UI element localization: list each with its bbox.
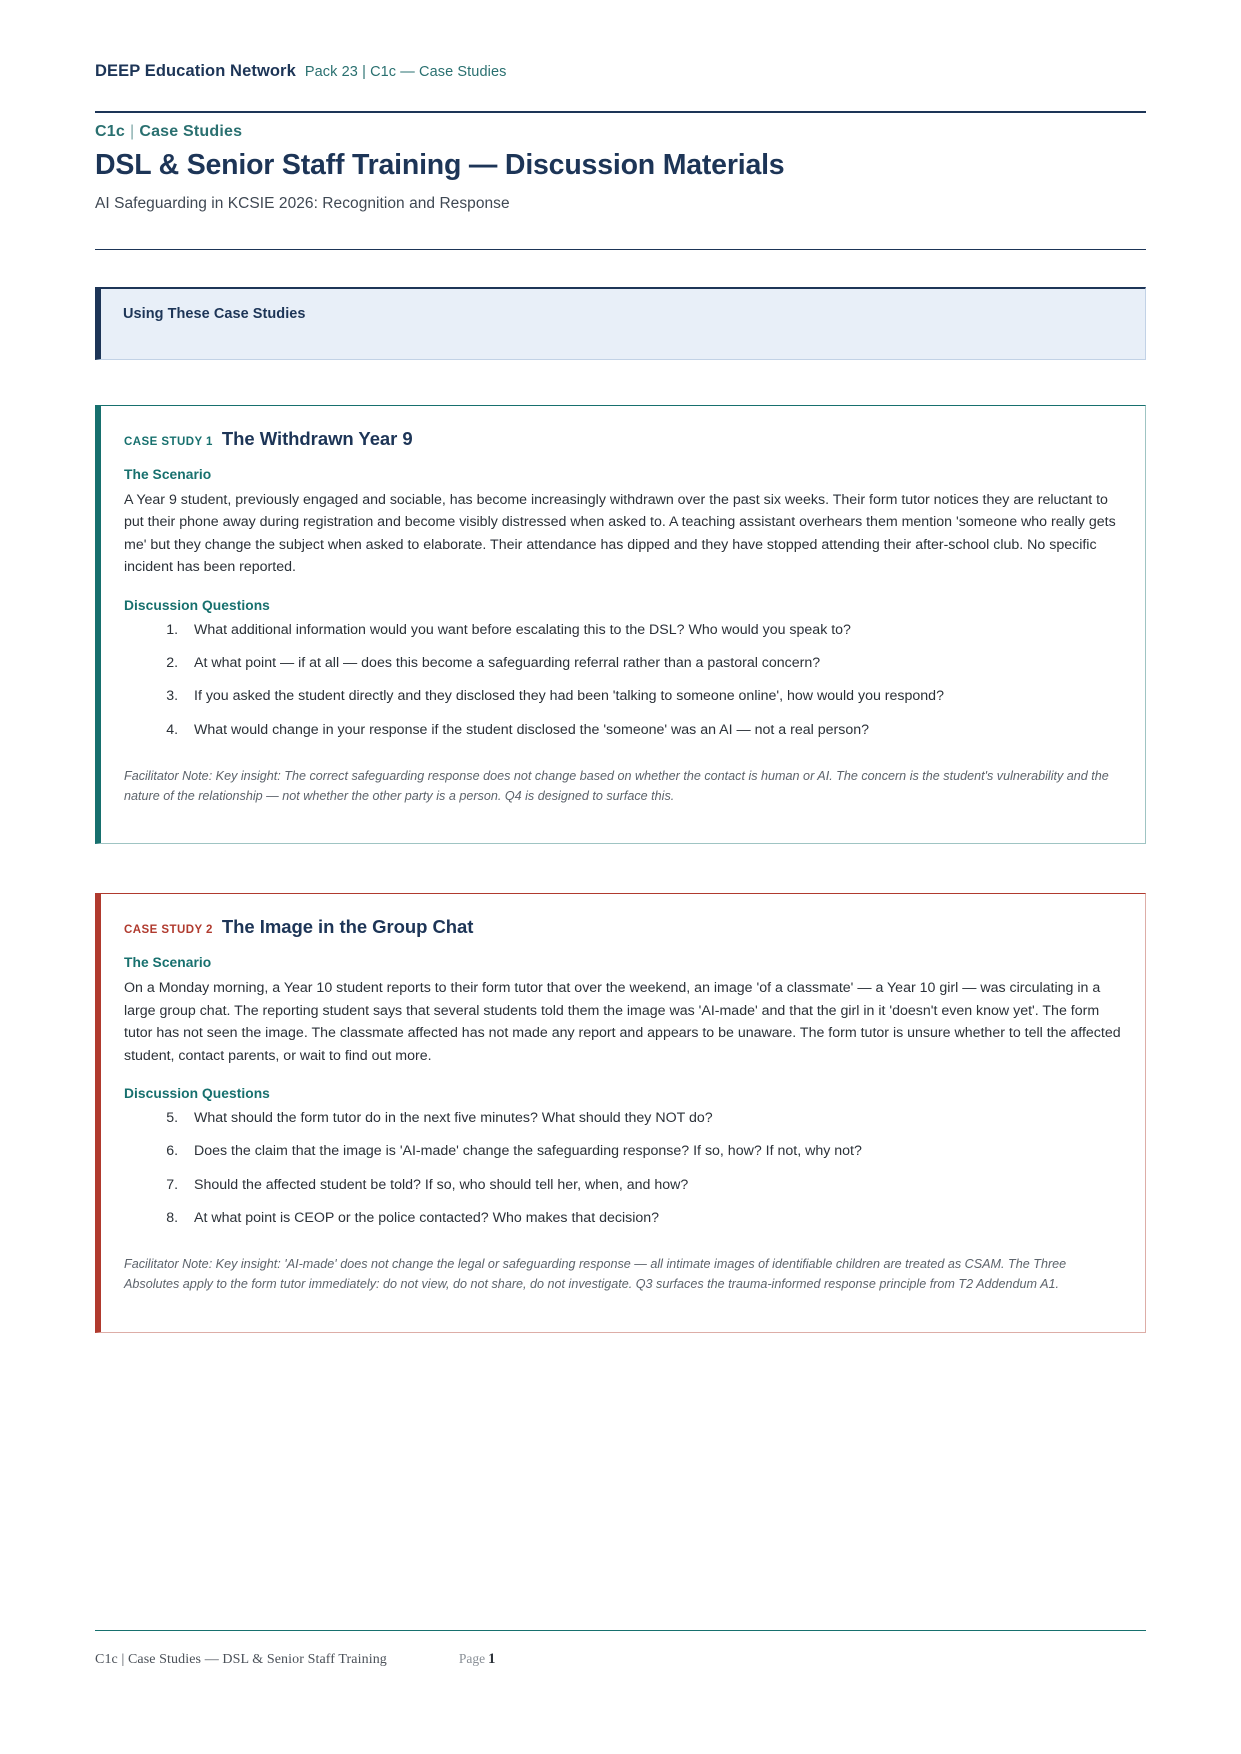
list-item: 2. At what point — if at all — does this become a safeguarding referral rather than a pastoral concern? (182, 653, 1121, 674)
page-subtitle: AI Safeguarding in KCSIE 2026: Recognition and Response (95, 194, 510, 212)
running-header (95, 0, 1146, 81)
case-study-1-facilitator-note: Facilitator Note: Key insight: The correct safeguarding response does not change based on whether the contact is human or AI. The concern is the student's vulnerability and the nature of the relationship — not whether the other party is a person. Q4 is designed to surface this. (124, 768, 1109, 803)
callout-using-these-case-studies (95, 287, 1146, 360)
breadcrumb-label: Case Studies (139, 123, 243, 140)
page-title: DSL & Senior Staff Training — Discussion Materials (95, 149, 785, 181)
list-item: 7. Should the affected student be told? If so, who should tell her, when, and how? (182, 1175, 1121, 1196)
case-study-1-header (124, 428, 1121, 450)
case-study-2-questions-heading: Discussion Questions (124, 1085, 270, 1101)
breadcrumb-code: C1c (95, 123, 125, 140)
list-item: 4. What would change in your response if the student disclosed the 'someone' was an AI — not a real person? (182, 720, 1121, 741)
brand-name: DEEP Education Network (95, 62, 296, 80)
list-item: 1. What additional information would you want before escalating this to the DSL? Who would you speak to? (182, 620, 1121, 641)
footer-page-label: Page (458, 1651, 486, 1666)
callout-title: Using These Case Studies (123, 305, 306, 322)
case-study-2-scenario-text: On a Monday morning, a Year 10 student reports to their form tutor that over the weekend, an image 'of a classmate' — a Year 10 girl — was circulating in a large group chat. The reporting student says that several students told them the image was 'AI-made' and that the girl in it 'doesn't even know yet'. The form tutor has not seen the image. The classmate affected has not made any report and appears to be unaware. The form tutor is unsure whether to tell the affected student, contact parents, or wait to find out more. (124, 980, 1121, 1064)
list-item: 6. Does the claim that the image is 'AI-made' change the safeguarding response? If so, how? If not, why not? (182, 1141, 1121, 1162)
list-item: 5. What should the form tutor do in the next five minutes? What should they NOT do? (182, 1108, 1121, 1129)
case-study-1-question-list (124, 620, 1121, 741)
case-study-2-scenario-heading: The Scenario (124, 955, 212, 971)
breadcrumb-separator: | (129, 123, 135, 140)
case-study-2-kicker: CASE STUDY 2 (124, 924, 213, 937)
list-item: 3. If you asked the student directly and they disclosed they had been 'talking to someone online', how would you respond? (182, 686, 1121, 707)
case-study-card-1 (95, 405, 1146, 844)
case-study-1-questions-heading: Discussion Questions (124, 597, 270, 613)
case-study-1-kicker: CASE STUDY 1 (124, 435, 213, 448)
case-study-1-scenario-heading: The Scenario (124, 466, 212, 482)
title-divider (95, 249, 1146, 250)
case-study-2-facilitator-note: Facilitator Note: Key insight: 'AI-made' does not change the legal or safeguarding response — all intimate images of identifiable children are treated as CSAM. The Three Absolutes apply to the form tutor immediately: do not view, do not share, do not investigate. Q3 surfaces the trauma-informed response principle from T2 Addendum A1. (124, 1257, 1067, 1292)
case-study-2-header (124, 916, 1121, 938)
footer-page-indicator (459, 1651, 496, 1668)
breadcrumb (95, 123, 1146, 141)
page-footer (95, 1630, 1146, 1668)
header-meta: Pack 23 | C1c — Case Studies (304, 64, 507, 80)
case-study-2-question-list (124, 1108, 1121, 1229)
case-study-1-scenario-text: A Year 9 student, previously engaged and sociable, has become increasingly withdrawn over the past six weeks. Their form tutor notices they are reluctant to put their phone away during registration and become visibly distressed when asked to. A teaching assistant overhears them mention 'someone who really gets me' but they change the subject when asked to elaborate. Their attendance has dipped and they have stopped attending their after-school club. No specific incident has been reported. (124, 491, 1116, 576)
footer-page-number: 1 (488, 1651, 496, 1667)
case-study-1-title: The Withdrawn Year 9 (221, 427, 413, 449)
case-study-2-title: The Image in the Group Chat (221, 916, 474, 938)
title-block (95, 111, 1146, 250)
case-study-card-2 (95, 893, 1146, 1332)
footer-document-label: C1c | Case Studies — DSL & Senior Staff Training (95, 1652, 387, 1667)
list-item: 8. At what point is CEOP or the police contacted? Who makes that decision? (182, 1208, 1121, 1229)
